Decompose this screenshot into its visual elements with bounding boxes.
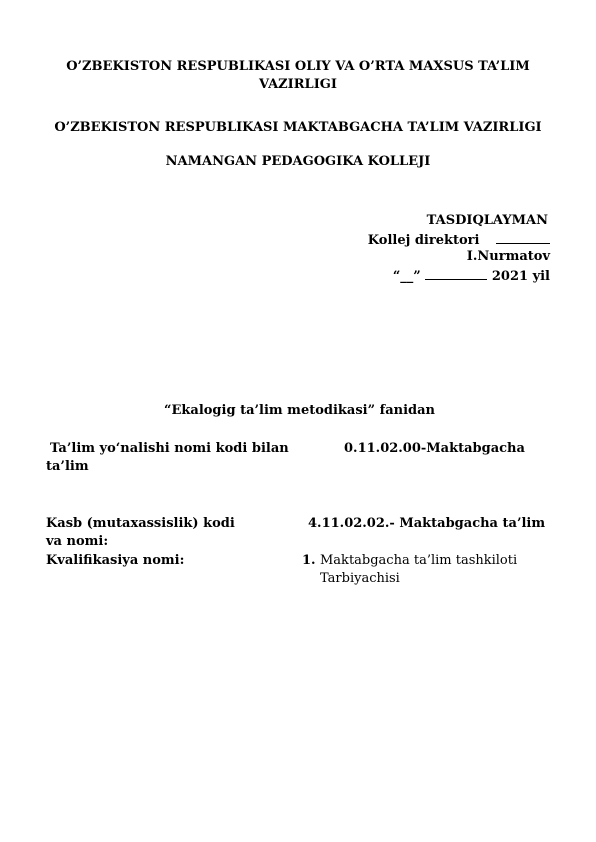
college-heading: NAMANGAN PEDAGOGIKA KOLLEJI xyxy=(165,154,431,169)
profession-label xyxy=(46,515,286,551)
qualification-label: Kvalifikasiya nomi: xyxy=(46,553,185,568)
approval-position-line xyxy=(368,230,550,250)
director-name: I.Nurmatov xyxy=(466,249,550,264)
date-day: “__” xyxy=(392,269,421,284)
qualification-list-number: 1. xyxy=(302,553,316,568)
profession-label-line-2: va nomi: xyxy=(46,534,109,549)
subject-title: “Ekalogig ta’lim metodikasi” fanidan xyxy=(164,403,435,418)
direction-label-line-1: Ta’lim yo‘nalishi nomi kodi bilan xyxy=(50,441,289,456)
date-month-line xyxy=(425,266,487,280)
profession-label-line-1: Kasb (mutaxassislik) kodi xyxy=(46,516,235,531)
ministry-heading-1 xyxy=(40,58,556,94)
qualification-value-line-1: Maktabgacha ta’lim tashkiloti xyxy=(320,553,518,568)
director-position: Kollej direktori xyxy=(367,233,480,248)
ministry-heading-1-line-a: O’ZBEKISTON RESPUBLIKASI OLIY VA O’RTA MAXSUS TA’LIM xyxy=(66,59,530,74)
date-year: 2021 yil xyxy=(491,269,550,284)
approval-title: TASDIQLAYMAN xyxy=(426,213,548,228)
direction-label-line-2: ta’lim xyxy=(46,459,89,474)
signature-line xyxy=(496,230,550,244)
direction-label xyxy=(46,440,296,476)
qualification-value-line-2: Tarbiyachisi xyxy=(320,571,400,586)
direction-value: 0.11.02.00-Maktabgacha xyxy=(344,441,525,456)
approval-date-line xyxy=(393,266,550,286)
ministry-heading-2: O’ZBEKISTON RESPUBLIKASI MAKTABGACHA TA’LIM VAZIRLIGI xyxy=(54,120,542,135)
qualification-value xyxy=(302,552,562,588)
profession-value: 4.11.02.02.- Maktabgacha ta’lim xyxy=(308,516,546,531)
ministry-heading-1-line-b: VAZIRLIGI xyxy=(259,77,337,92)
